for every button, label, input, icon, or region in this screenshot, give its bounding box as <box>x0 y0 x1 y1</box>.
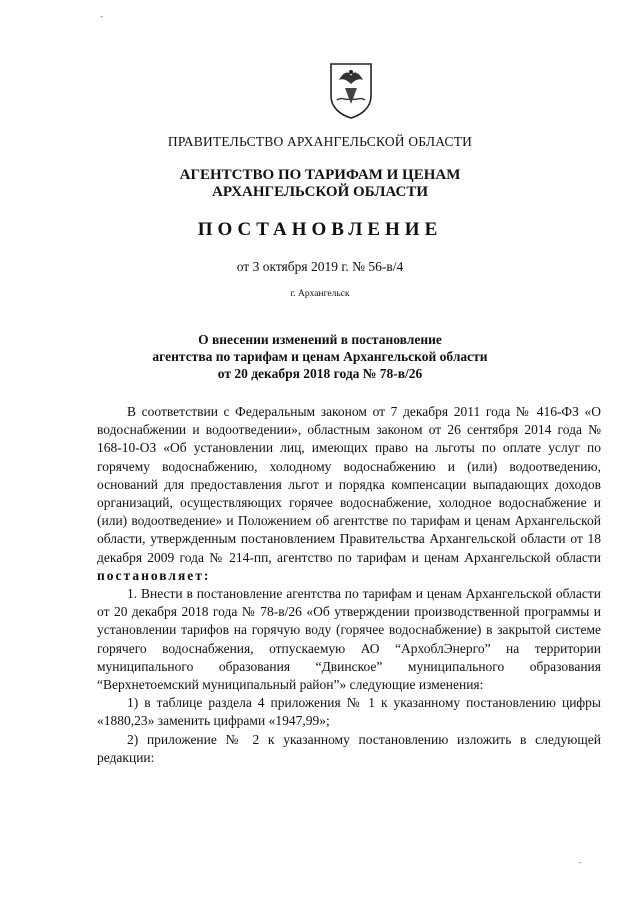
document-body <box>97 403 601 767</box>
document-city: г. Архангельск <box>290 289 350 299</box>
preamble-text: В соответствии с Федеральным законом от 7 декабря 2011 года № 416-ФЗ «О водоснабжении и водоотведении», областным законом от 26 сентября 2014 года № 168-10-ОЗ «Об установлении лиц, имеющих право на льготы по оплате услуг по горячему водоснабжению, холодному водоснабжению и (или) водоотведению, оснований для предоставления льгот и порядка компенсации выпадающих доходов организаций, осуществляющих горячее водоснабжение, холодное водоснабжение и (или) водоотведение» и Положением об агентстве по тарифам и ценам Архангельской области, утвержденным постановлением Правительства Архангельской области от 18 декабря 2009 года № 214-пп, агентство по тарифам и ценам Архангельской области <box>97 404 601 565</box>
resolves-keyword: постановляет: <box>97 567 211 583</box>
subject-line1: О внесении изменений в постановление <box>198 332 442 347</box>
document-date-number: от 3 октября 2019 г. № 56-в/4 <box>236 259 404 274</box>
subject-line2: агентства по тарифам и ценам Архангельской области <box>152 349 488 364</box>
preamble-paragraph <box>97 403 601 585</box>
subject-line3: от 20 декабря 2018 года № 78-в/26 <box>217 366 423 381</box>
item-1-2-paragraph: 2) приложение № 2 к указанному постановлению изложить в следующей редакции: <box>97 731 601 765</box>
item-1-1-paragraph: 1) в таблице раздела 4 приложения № 1 к указанному постановлению цифры «1880,23» заменить цифрами «1947,99»; <box>97 695 601 729</box>
item-1-paragraph: 1. Внести в постановление агентства по тарифам и ценам Архангельской области от 20 декабря 2018 года № 78-в/26 «Об утверждении производственной программы и установлении тарифов на горячую воду (горячее водоснабжение) в закрытой системе горячего водоснабжения, отпускаемую АО “АрхоблЭнерго” на территории муниципального образования “Двинское” муниципального образования “Верхнетоемский муниципальный район”» следующие изменения: <box>97 586 601 693</box>
agency-title <box>0 167 640 201</box>
document-subject <box>0 331 640 382</box>
coat-of-arms-icon <box>325 60 377 120</box>
agency-title-line1: АГЕНТСТВО ПО ТАРИФАМ И ЦЕНАМ <box>179 167 461 183</box>
agency-title-line2: АРХАНГЕЛЬСКОЙ ОБЛАСТИ <box>212 184 428 200</box>
government-title: ПРАВИТЕЛЬСТВО АРХАНГЕЛЬСКОЙ ОБЛАСТИ <box>167 134 473 149</box>
scan-mark: - <box>578 858 582 868</box>
document-type: ПОСТАНОВЛЕНИЕ <box>197 219 443 240</box>
scan-mark: - <box>100 12 104 22</box>
